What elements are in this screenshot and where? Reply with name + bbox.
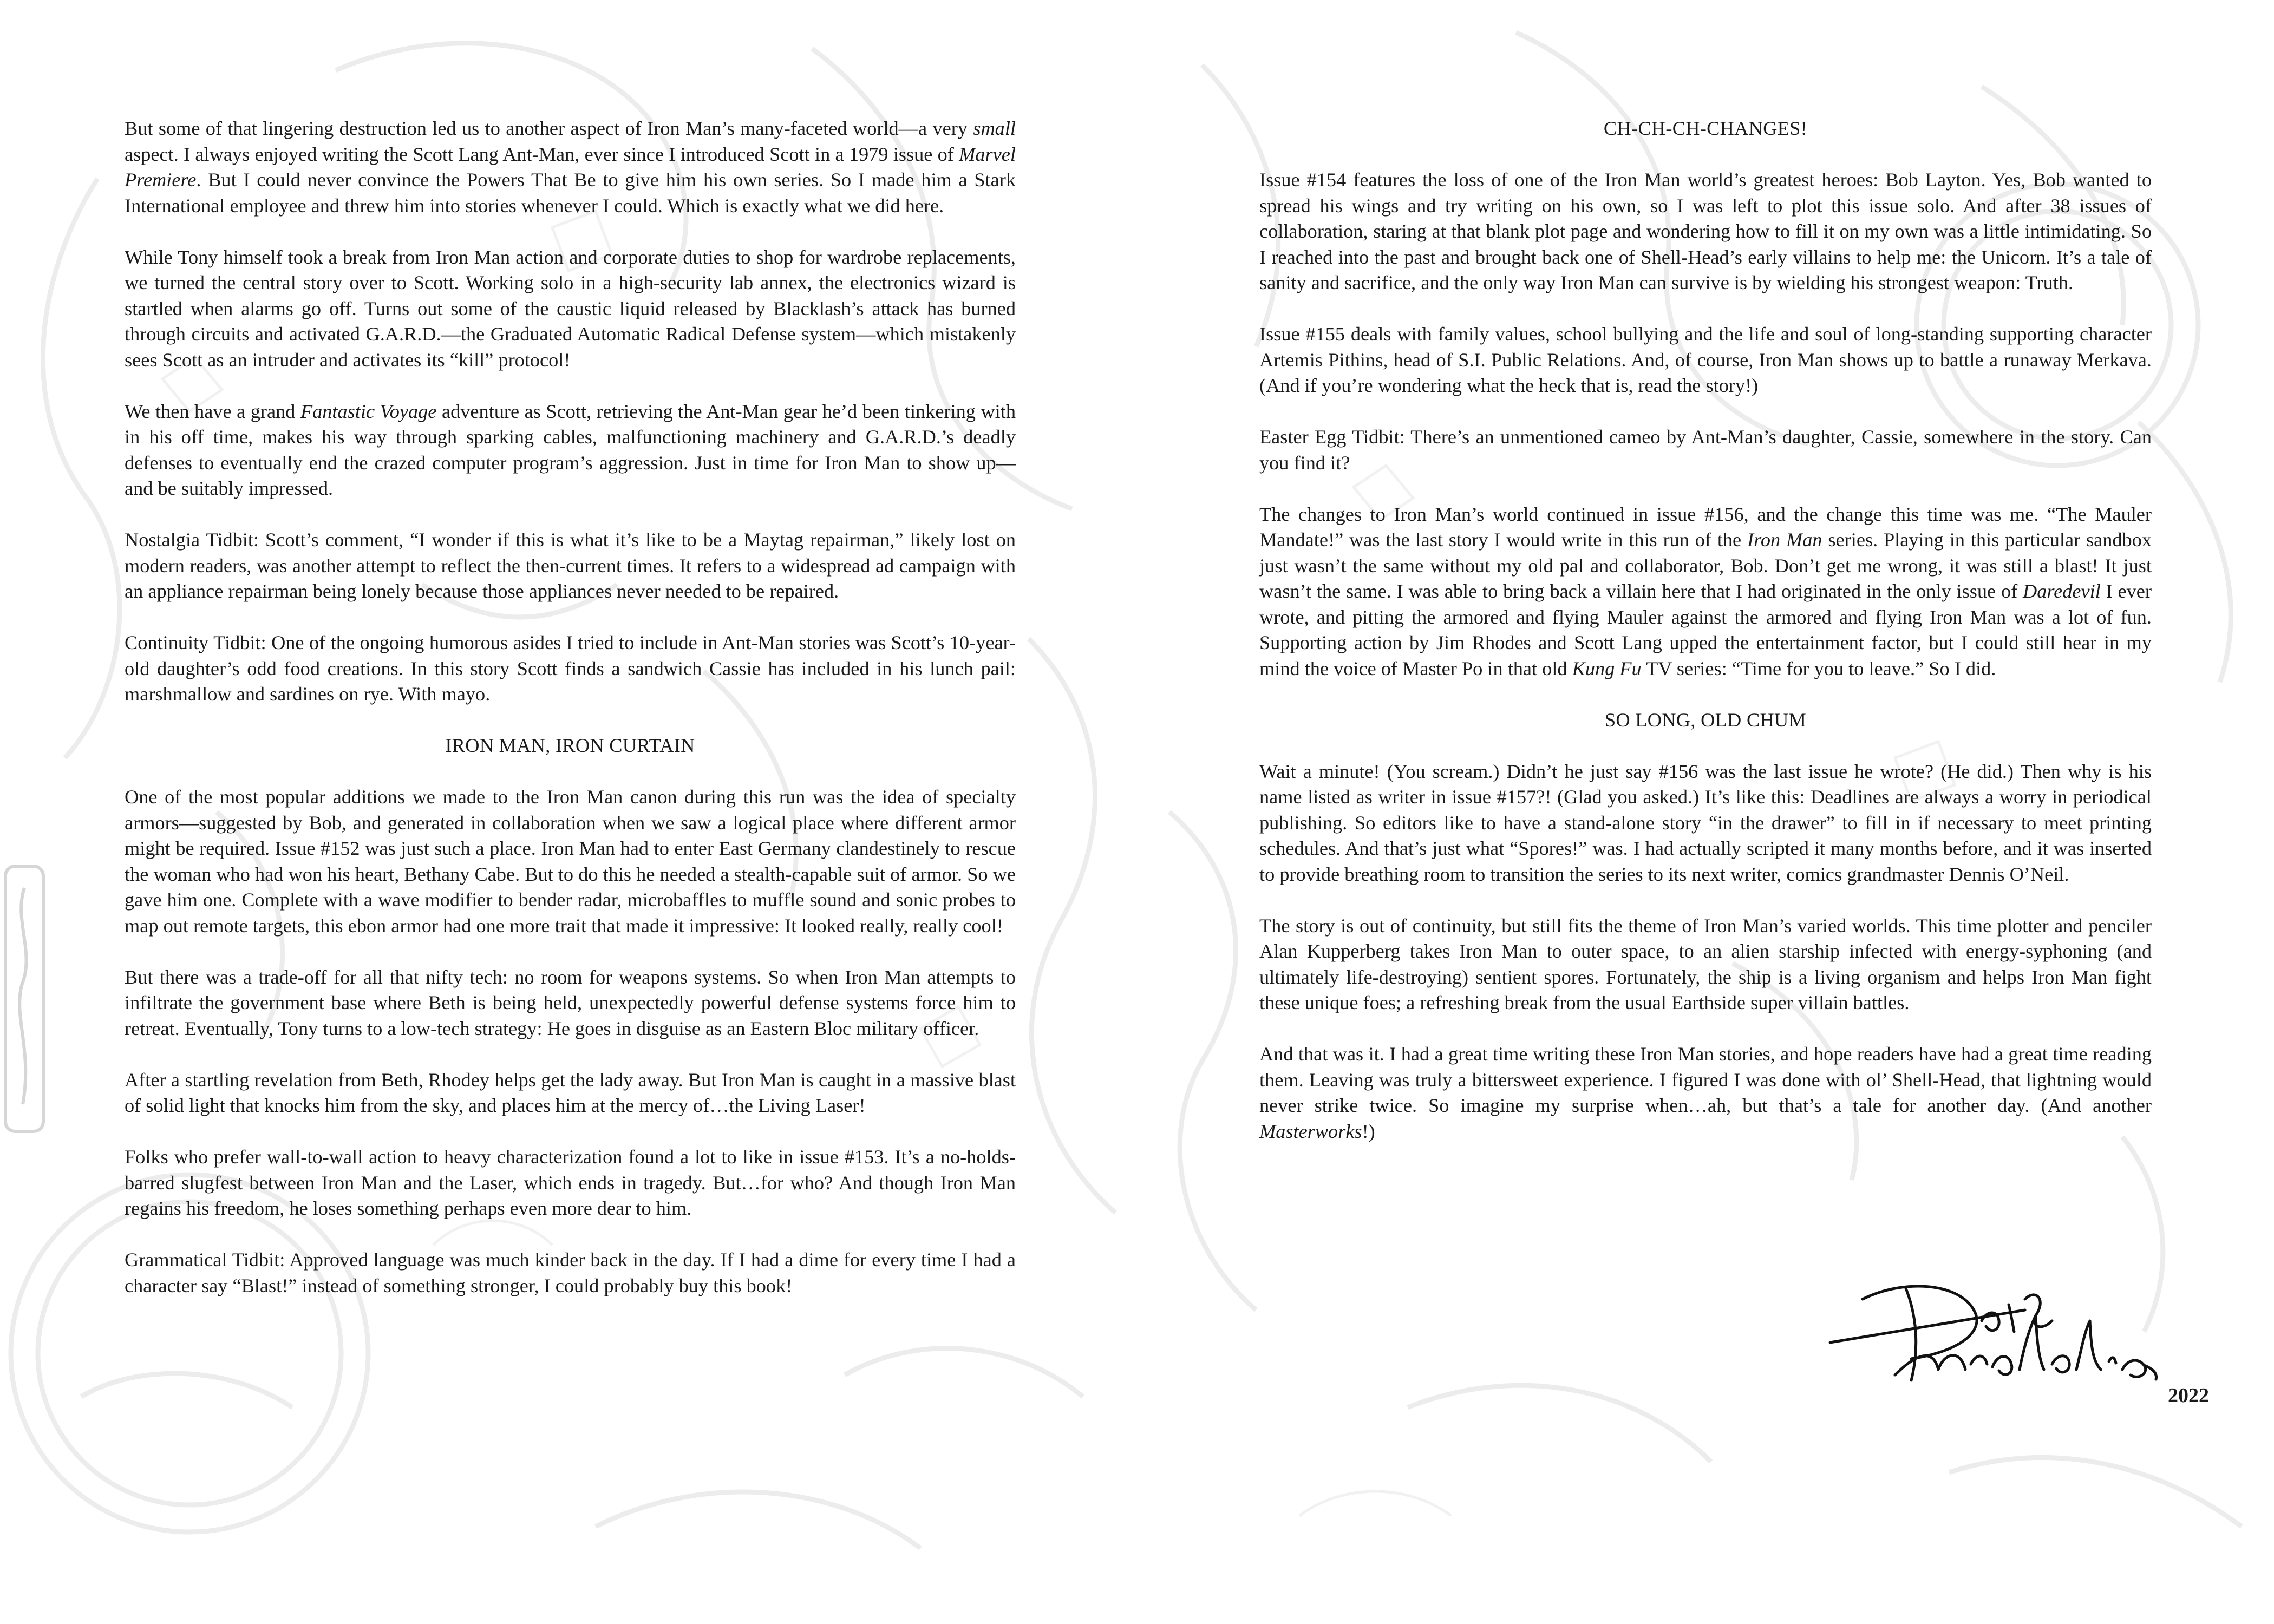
article-paragraph [125, 1247, 1016, 1299]
text-run: Issue #155 deals with family values, school bullying and the life and soul of long-standing supporting character Artemis Pithins, head of S.I. Public Relations. And, of course, Iron Man shows up to battle a runaway Merkava. (And if you’re wondering what the heck that is, read the story!) [1259, 323, 2152, 396]
article-paragraph [1259, 502, 2152, 682]
article-paragraph [1259, 913, 2152, 1016]
text-run: After a startling revelation from Beth, Rhodey helps get the lady away. But Iron Man is caught in a massive blast of solid light that knocks him from the sky, and places him at the mercy of…the Living Laser! [125, 1069, 1016, 1116]
italic-title: Kung Fu [1572, 657, 1642, 679]
right-page [1137, 0, 2274, 1624]
text-run: adventure as Scott, retrieving the Ant-Man gear he’d been tinkering with in his off time, makes his way through sparking cables, malfunctioning machinery and G.A.R.D.’s deadly defenses to eventually end the crazed computer program’s aggression. Just in time for Iron Man to show up—and be suitably impressed. [125, 400, 1016, 499]
text-run: Folks who prefer wall-to-wall action to heavy characterization found a lot to like in issue #153. It’s a no-holds-barred slugfest between Iron Man and the Laser, which ends in tragedy. But…for who? And though Iron Man regains his freedom, he loses something perhaps even more dear to him. [125, 1146, 1016, 1219]
article-paragraph [1259, 759, 2152, 888]
article-paragraph [125, 630, 1016, 708]
text-run: series. Playing in this particular sandbox just wasn’t the same without my old pal and collaborator, Bob. Don’t get me wrong, it was still a blast! It just wasn’t the same. I was able to bring back a villain here that I had originated in the only issue of [1259, 529, 2152, 602]
text-run: Easter Egg Tidbit: There’s an unmentioned cameo by Ant-Man’s daughter, Cassie, somewhere in the story. Can you find it? [1259, 426, 2152, 474]
article-paragraph [125, 116, 1016, 219]
text-run: !) [1362, 1120, 1375, 1142]
italic-title: Fantastic Voyage [300, 400, 437, 422]
italic-title: Marvel Premiere [125, 143, 1016, 191]
article-paragraph [125, 1144, 1016, 1222]
text-run: And that was it. I had a great time writing these Iron Man stories, and hope readers have had a great time reading them. Leaving was truly a bittersweet experience. I figured I was done with ol’ Shell-Head, that lightning would never strike twice. So imagine my surprise when…ah, but that’s a tale for another day. (And another [1259, 1043, 2152, 1116]
article-paragraph [1259, 167, 2152, 296]
text-run: Nostalgia Tidbit: Scott’s comment, “I wonder if this is what it’s like to be a Maytag repairman,” likely lost on modern readers, was another attempt to reflect the then-current times. It refers to a widespread ad campaign with an appliance repairman being lonely because those appliances never needed to be repaired. [125, 529, 1016, 602]
text-run: While Tony himself took a break from Iron Man action and corporate duties to shop for wardrobe replacements, we turned the central story over to Scott. Working solo in a high-security lab annex, the electronics wizard is startled when alarms go off. Turns out some of the caustic liquid released by Blacklash’s attack has burned through circuits and activated G.A.R.D.—the Graduated Automatic Radical Defense system—which mistakenly sees Scott as an intruder and activates its “kill” protocol! [125, 246, 1016, 371]
text-run: Issue #154 features the loss of one of the Iron Man world’s greatest heroes: Bob Layton. Yes, Bob wanted to spread his wings and try writing on his own, so I was left to plot this issue solo. And after 38 issues of collaboration, staring at that blank plot page and wondering how to fill it on my own was a little intimidating. So I reached into the past and brought back one of Shell-Head’s early villains to help me: the Unicorn. It’s a tale of sanity and sacrifice, and the only way Iron Man can survive is by wielding his strongest weapon: Truth. [1259, 169, 2152, 293]
article-paragraph [1259, 1042, 2152, 1144]
article-paragraph [125, 784, 1016, 939]
text-run: The story is out of continuity, but still fits the theme of Iron Man’s varied worlds. This time plotter and penciler Alan Kupperberg takes Iron Man to outer space, to an alien starship infected with energy-syphoning (and ultimately life-destroying) sentient spores. Fortunately, the ship is a living organism and helps Iron Man fight these unique foes; a refreshing break from the usual Earthside super villain battles. [1259, 914, 2152, 1013]
section-heading-changes: CH-CH-CH-CHANGES! [1603, 117, 1808, 139]
right-text-column [1259, 116, 2152, 1170]
text-run: Continuity Tidbit: One of the ongoing humorous asides I tried to include in Ant-Man stories was Scott’s 10-year-old daughter’s odd food creations. In this story Scott finds a sandwich Cassie has included in his lunch pail: marshmallow and sardines on rye. With mayo. [125, 632, 1016, 705]
article-paragraph [125, 245, 1016, 374]
article-paragraph [1259, 424, 2152, 476]
text-run: But some of that lingering destruction led us to another aspect of Iron Man’s many-faceted world—a very [125, 117, 973, 139]
section-heading-so-long: SO LONG, OLD CHUM [1604, 709, 1807, 731]
left-text-column [125, 116, 1016, 1325]
text-run: TV series: “Time for you to leave.” So I did. [1641, 657, 1996, 679]
article-paragraph [125, 1068, 1016, 1119]
text-run: Wait a minute! (You scream.) Didn’t he just say #156 was the last issue he wrote? (He did.) Then why is his name listed as writer in issue #157?! (Glad you asked.) It’s like this: Deadlines are always a worry in periodical publishing. So editors like to have a stand-alone story “in the drawer” to fill in if necessary to meet printing schedules. And that’s just what “Spores!” was. I had actually scripted it many months before, and it was inserted to provide breathing room to transition the series to its next writer, comics grandmaster Dennis O’Neil. [1259, 760, 2152, 885]
text-run: But there was a trade-off for all that nifty tech: no room for weapons systems. So when Iron Man attempts to infiltrate the government base where Beth is being held, unexpectedly powerful defense systems force him to retreat. Eventually, Tony turns to a low-tech strategy: He goes in disguise as an Eastern Bloc military officer. [125, 966, 1016, 1039]
italic-title: small [973, 117, 1016, 139]
article-paragraph [125, 965, 1016, 1042]
text-run: We then have a grand [125, 400, 300, 422]
text-run: The changes to Iron Man’s world continued in issue #156, and the change this time was me. “The Mauler Mandate!” was the last story I would write in this run of the [1259, 503, 2152, 551]
side-tab-logo [5, 866, 43, 1131]
text-run: . But I could never convince the Powers That Be to give him his own series. So I made him a Stark International employee and threw him into stories whenever I could. Which is exactly what we did here. [125, 169, 1016, 217]
article-paragraph [1259, 322, 2152, 399]
section-heading-iron-curtain: IRON MAN, IRON CURTAIN [445, 735, 695, 756]
italic-title: Iron Man [1747, 529, 1822, 551]
text-run: I ever wrote, and pitting the armored and flying Mauler against the armored and flying Iron Man was a lot of fun. Supporting action by Jim Rhodes and Scott Lang upped the entertainment factor, but I could still hear in my mind the voice of Master Po in that old [1259, 580, 2152, 679]
italic-title: Masterworks [1259, 1120, 1362, 1142]
article-paragraph [125, 527, 1016, 605]
article-paragraph [125, 399, 1016, 502]
handwritten-signature [1798, 1267, 2209, 1386]
author-signature-block [1798, 1267, 2209, 1407]
text-run: Grammatical Tidbit: Approved language was much kinder back in the day. If I had a dime for every time I had a character say “Blast!” instead of something stronger, I could probably buy this book! [125, 1249, 1016, 1296]
signature-year: 2022 [2168, 1384, 2209, 1407]
italic-title: Daredevil [2023, 580, 2101, 602]
text-run: aspect. I always enjoyed writing the Scott Lang Ant-Man, ever since I introduced Scott in a 1979 issue of [125, 143, 959, 165]
text-run: One of the most popular additions we made to the Iron Man canon during this run was the idea of specialty armors—suggested by Bob, and generated in collaboration when we saw a logical place where different armor might be required. Issue #152 was just such a place. Iron Man had to enter East Germany clandestinely to rescue the woman who had won his heart, Bethany Cabe. But to do this he needed a stealth-capable suit of armor. So we gave him one. Complete with a wave modifier to bender radar, microbaffles to muffle sound and sonic probes to map out remote targets, this ebon armor had one more trait that made it impressive: It looked really, really cool! [125, 786, 1016, 937]
